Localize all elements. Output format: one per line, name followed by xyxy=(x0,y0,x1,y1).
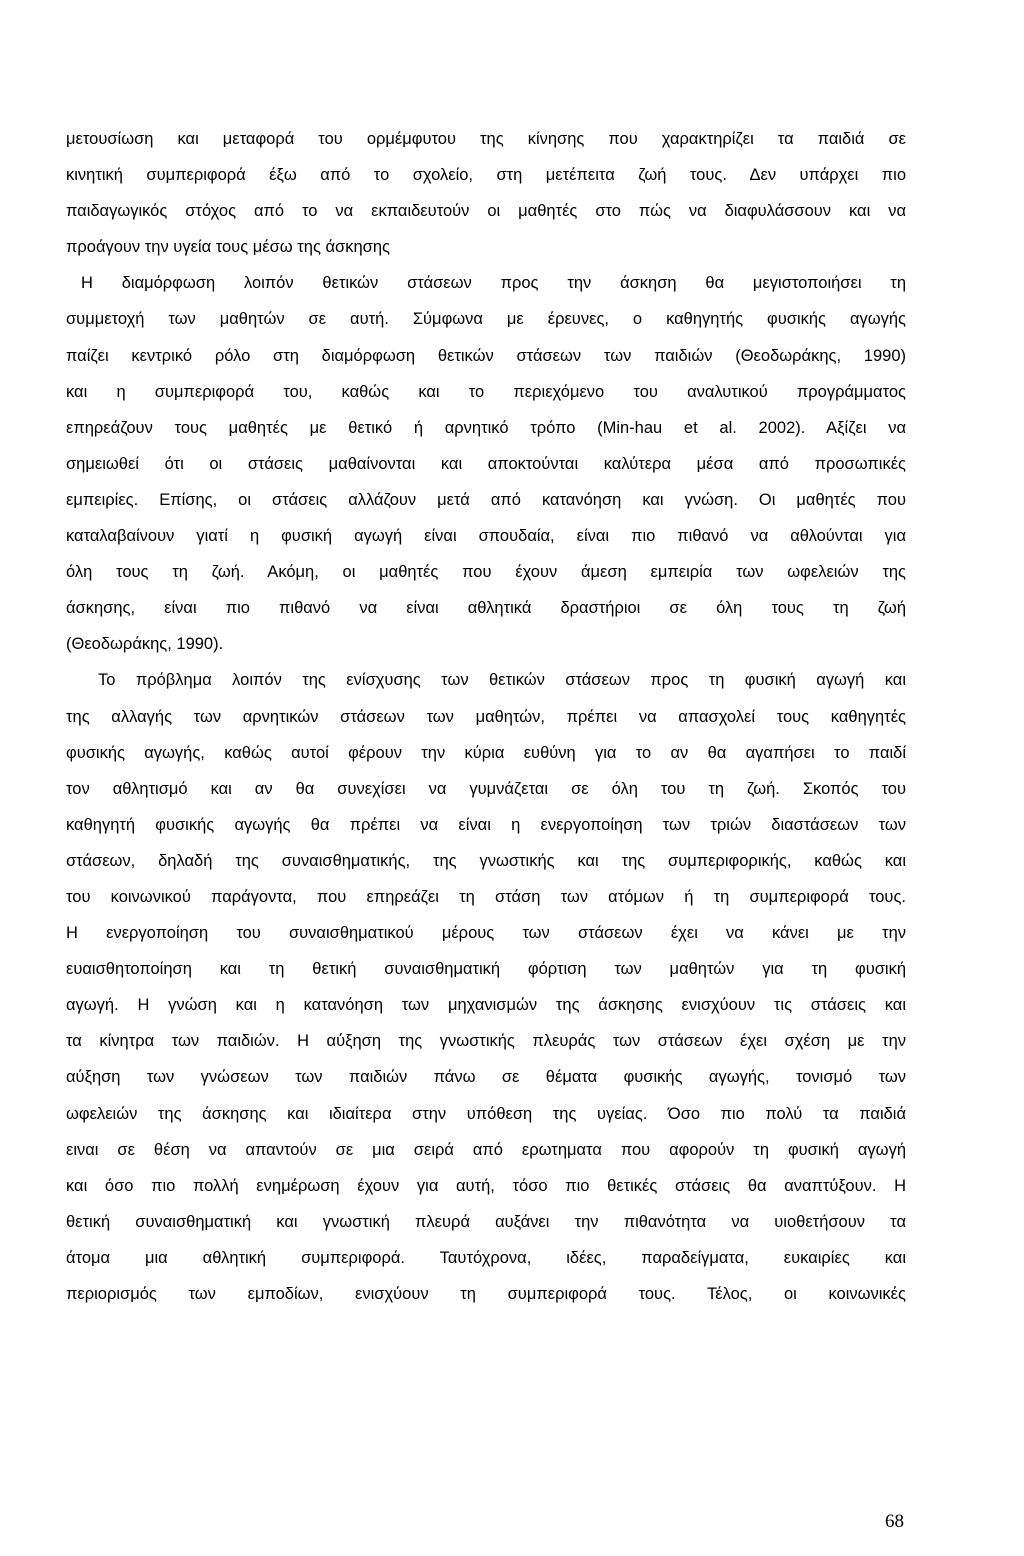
text-line: συμμετοχή των μαθητών σε αυτή. Σύμφωνα με έρευνες, ο καθηγητής φυσικής αγωγής xyxy=(66,310,906,329)
page-number: 68 xyxy=(885,1511,904,1532)
text-line: τα κίνητρα των παιδιών. Η αύξηση της γνωστικής πλευράς των στάσεων έχει σχέση με την xyxy=(66,1032,906,1051)
text-line: καθηγητή φυσικής αγωγής θα πρέπει να είναι η ενεργοποίηση των τριών διαστάσεων των xyxy=(66,815,906,834)
text-line: μετουσίωση και μεταφορά του ορμέμφυτου της κίνησης που χαρακτηρίζει τα παιδιά σε xyxy=(66,130,906,148)
text-line: Η διαμόρφωση λοιπόν θετικών στάσεων προς την άσκηση θα μεγιστοποιήσει τη xyxy=(81,274,906,293)
text-line: ευαισθητοποίηση και τη θετική συναισθηματική φόρτιση των μαθητών για τη φυσική xyxy=(66,960,906,979)
body-text xyxy=(66,121,906,1312)
text-line: φυσικής αγωγής, καθώς αυτοί φέρουν την κύρια ευθύνη για το αν θα αγαπήσει το παιδί xyxy=(66,743,906,762)
text-line: όλη τους τη ζωή. Ακόμη, οι μαθητές που έχουν άμεση εμπειρία των ωφελειών της xyxy=(66,563,906,582)
text-line: ωφελειών της άσκησης και ιδιαίτερα στην υπόθεση της υγείας. Όσο πιο πολύ τα παιδιά xyxy=(66,1104,906,1123)
text-line: σημειωθεί ότι οι στάσεις μαθαίνονται και αποκτούνται καλύτερα μέσα από προσωπικές xyxy=(66,454,906,473)
text-line: επηρεάζουν τους μαθητές με θετικό ή αρνητικό τρόπο (Min-hau et al. 2002). Αξίζει να xyxy=(66,418,906,437)
text-line: Το πρόβλημα λοιπόν της ενίσχυσης των θετικών στάσεων προς τη φυσική αγωγή και xyxy=(98,671,906,690)
text-line: θετική συναισθηματική και γνωστική πλευρά αυξάνει την πιθανότητα να υιοθετήσουν τα xyxy=(66,1212,906,1231)
text-line: Η ενεργοποίηση του συναισθηματικού μέρους των στάσεων έχει να κάνει με την xyxy=(66,924,906,943)
text-line: άσκησης, είναι πιο πιθανό να είναι αθλητικά δραστήριοι σε όλη τους τη ζωή xyxy=(66,599,906,618)
text-line: και όσο πιο πολλή ενημέρωση έχουν για αυτή, τόσο πιο θετικές στάσεις θα αναπτύξουν. Η xyxy=(66,1176,906,1195)
text-line: παίζει κεντρικό ρόλο στη διαμόρφωση θετικών στάσεων των παιδιών (Θεοδωράκης, 1990) xyxy=(66,346,906,365)
text-line: και η συμπεριφορά του, καθώς και το περιεχόμενο του αναλυτικού προγράμματος xyxy=(66,382,906,401)
text-line: τον αθλητισμό και αν θα συνεχίσει να γυμνάζεται σε όλη του τη ζωή. Σκοπός του xyxy=(66,779,906,798)
text-line: αύξηση των γνώσεων των παιδιών πάνω σε θέματα φυσικής αγωγής, τονισμό των xyxy=(66,1068,906,1087)
text-line: της αλλαγής των αρνητικών στάσεων των μαθητών, πρέπει να απασχολεί τους καθηγητές xyxy=(66,707,906,726)
text-line: καταλαβαίνουν γιατί η φυσική αγωγή είναι σπουδαία, είναι πιο πιθανό να αθλούνται για xyxy=(66,527,906,546)
text-line: εμπειρίες. Επίσης, οι στάσεις αλλάζουν μετά από κατανόηση και γνώση. Οι μαθητές που xyxy=(66,490,906,509)
text-line: προάγουν την υγεία τους μέσω της άσκησης xyxy=(66,238,390,257)
text-line: του κοινωνικού παράγοντα, που επηρεάζει τη στάση των ατόμων ή τη συμπεριφορά τους. xyxy=(66,887,906,906)
text-line: περιορισμός των εμποδίων, ενισχύουν τη συμπεριφορά τους. Τέλος, οι κοινωνικές xyxy=(66,1285,906,1303)
text-line: κινητική συμπεριφορά έξω από το σχολείο, στη μετέπειτα ζωή τους. Δεν υπάρχει πιο xyxy=(66,166,906,185)
text-line: άτομα μια αθλητική συμπεριφορά. Ταυτόχρονα, ιδέες, παραδείγματα, ευκαιρίες και xyxy=(66,1248,906,1267)
text-line: παιδαγωγικός στόχος από το να εκπαιδευτούν οι μαθητές στο πώς να διαφυλάσσουν και να xyxy=(66,202,906,221)
text-line: (Θεοδωράκης, 1990). xyxy=(66,635,224,654)
text-line: ειναι σε θέση να απαντούν σε μια σειρά από ερωτηματα που αφορούν τη φυσική αγωγή xyxy=(66,1140,906,1159)
text-line: αγωγή. Η γνώση και η κατανόηση των μηχανισμών της άσκησης ενισχύουν τις στάσεις και xyxy=(66,996,906,1015)
text-line: στάσεων, δηλαδή της συναισθηματικής, της γνωστικής και της συμπεριφορικής, καθώς και xyxy=(66,851,906,870)
